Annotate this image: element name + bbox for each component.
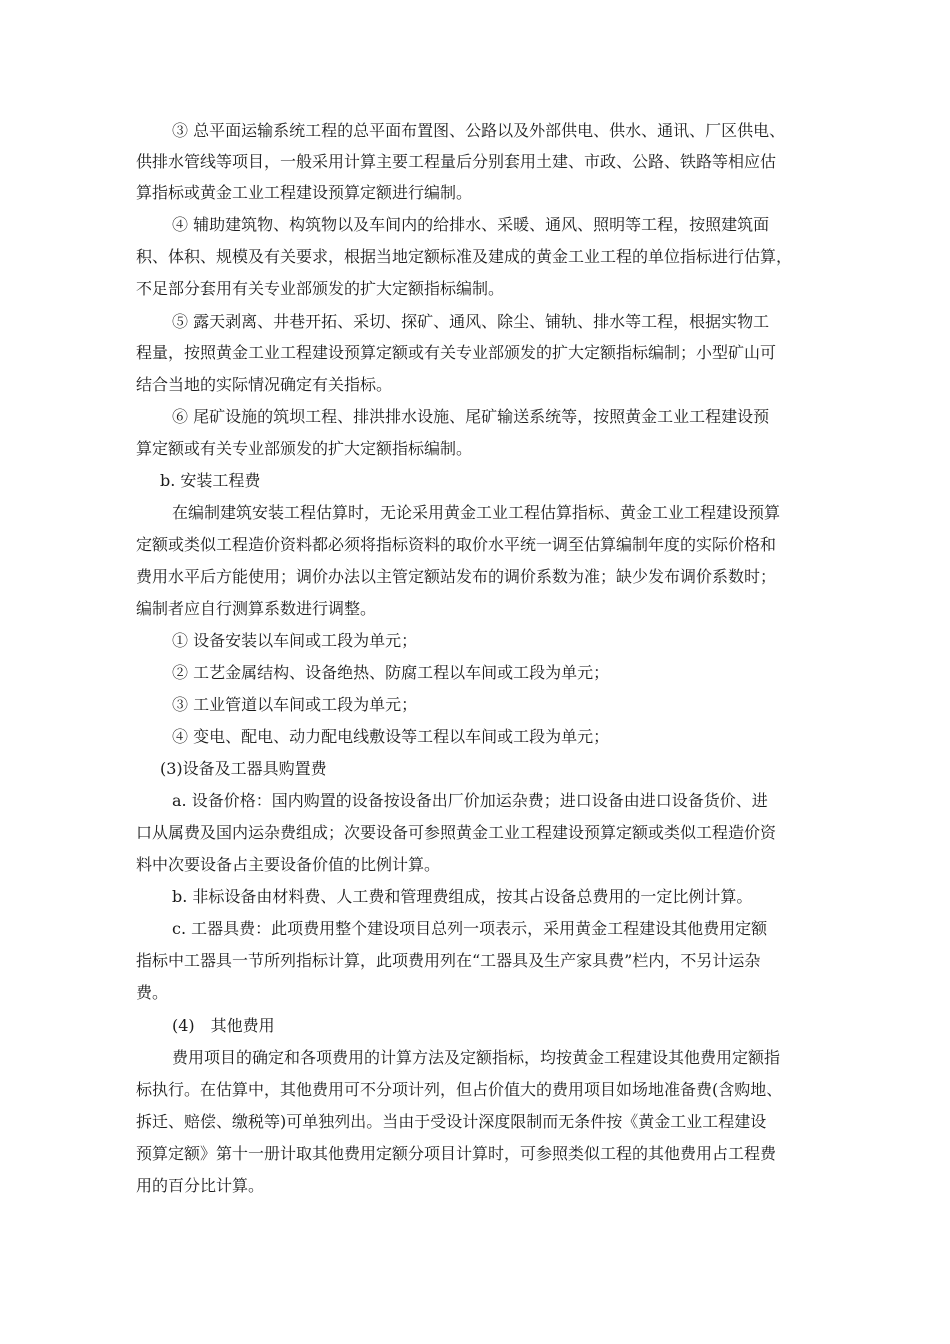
text-line: b. 非标设备由材料费、人工费和管理费组成，按其占设备总费用的一定比例计算。 xyxy=(172,887,753,906)
text-line: ④ 辅助建筑物、构筑物以及车间内的给排水、采暖、通风、照明等工程，按照建筑面 xyxy=(172,215,770,234)
text-line: 算指标或黄金工业工程建设预算定额进行编制。 xyxy=(136,183,473,202)
text-line: 编制者应自行测算系数进行调整。 xyxy=(136,599,377,618)
text-line: ⑥ 尾矿设施的筑坝工程、排洪排水设施、尾矿输送系统等，按照黄金工业工程建设预 xyxy=(172,407,770,426)
text-line: 积、体积、规模及有关要求，根据当地定额标准及建成的黄金工业工程的单位指标进行估算， xyxy=(136,247,793,266)
text-line: 费用水平后方能使用；调价办法以主管定额站发布的调价系数为准；缺少发布调价系数时； xyxy=(136,567,777,586)
text-line: ⑤ 露天剥离、井巷开拓、采切、探矿、通风、除尘、铺轨、排水等工程，根据实物工 xyxy=(172,312,770,331)
text-line: 费用项目的确定和各项费用的计算方法及定额指标，均按黄金工程建设其他费用定额指 xyxy=(172,1048,781,1067)
text-line: 预算定额》第十一册计取其他费用定额分项目计算时，可参照类似工程的其他费用占工程费 xyxy=(136,1144,777,1163)
text-line: 供排水管线等项目，一般采用计算主要工程量后分别套用土建、市政、公路、铁路等相应估 xyxy=(136,152,777,171)
text-line: 算定额或有关专业部颁发的扩大定额指标编制。 xyxy=(136,439,473,458)
text-line: 标执行。在估算中，其他费用可不分项计列，但占价值大的费用项目如场地准备费(含购地、 xyxy=(136,1080,783,1099)
text-line: 指标中工器具一节所列指标计算，此项费用列在“工器具及生产家具费”栏内，不另计运杂 xyxy=(136,951,761,970)
text-line: 用的百分比计算。 xyxy=(136,1176,265,1195)
text-line: 口从属费及国内运杂费组成；次要设备可参照黄金工业工程建设预算定额或类似工程造价资 xyxy=(136,823,777,842)
text-line: 定额或类似工程造价资料都必须将指标资料的取价水平统一调至估算编制年度的实际价格和 xyxy=(136,535,777,554)
text-line: 拆迁、赔偿、缴税等)可单独列出。当由于受设计深度限制而无条件按《黄金工业工程建设 xyxy=(136,1112,767,1131)
section-heading: (3)设备及工器具购置费 xyxy=(160,759,327,778)
list-item: ④ 变电、配电、动力配电线敷设等工程以车间或工段为单元； xyxy=(172,727,610,746)
text-line: ③ 总平面运输系统工程的总平面布置图、公路以及外部供电、供水、通讯、厂区供电、 xyxy=(172,121,786,140)
text-line: 在编制建筑安装工程估算时，无论采用黄金工业工程估算指标、黄金工业工程建设预算 xyxy=(172,503,781,522)
section-heading: b. 安装工程费 xyxy=(160,471,261,490)
text-line: 结合当地的实际情况确定有关指标。 xyxy=(136,375,393,394)
text-line: 程量，按照黄金工业工程建设预算定额或有关专业部颁发的扩大定额指标编制；小型矿山可 xyxy=(136,343,777,362)
text-line: 费。 xyxy=(136,983,169,1002)
list-item: ③ 工业管道以车间或工段为单元； xyxy=(172,695,418,714)
list-item: ② 工艺金属结构、设备绝热、防腐工程以车间或工段为单元； xyxy=(172,663,610,682)
text-line: c. 工器具费：此项费用整个建设项目总列一项表示，采用黄金工程建设其他费用定额 xyxy=(172,919,768,938)
section-heading: (4) 其他费用 xyxy=(172,1016,275,1035)
text-line: 料中次要设备占主要设备价值的比例计算。 xyxy=(136,855,441,874)
text-line: 不足部分套用有关专业部颁发的扩大定额指标编制。 xyxy=(136,279,505,298)
list-item: ① 设备安装以车间或工段为单元； xyxy=(172,631,418,650)
text-line: a. 设备价格：国内购置的设备按设备出厂价加运杂费；进口设备由进口设备货价、进 xyxy=(172,791,768,810)
